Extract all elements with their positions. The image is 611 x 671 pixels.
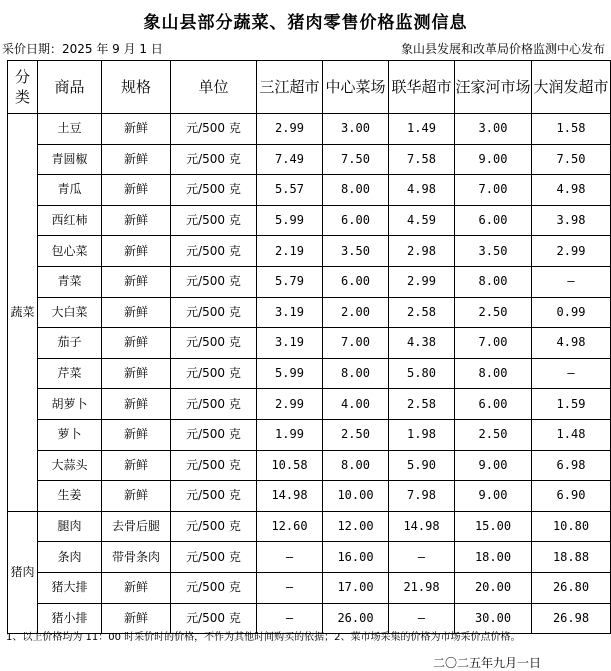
price-cell: 9.00 [455, 144, 532, 175]
price-cell: 5.79 [257, 266, 323, 297]
category-cell: 蔬菜 [8, 114, 38, 512]
table-row [8, 205, 611, 236]
unit-cell: 元/500 克 [171, 236, 257, 267]
price-cell: 6.00 [455, 389, 532, 420]
table-row [8, 236, 611, 267]
footnote: 1、以上价格均为 11：00 时采价时的价格，不作为其他时间购买的依据；2、菜市场采集的价格为市场采价点价格。 [6, 632, 521, 643]
price-cell: 5.90 [389, 450, 455, 481]
price-cell: 26.80 [532, 572, 611, 603]
price-cell: — [389, 542, 455, 573]
table-row [8, 358, 611, 389]
price-cell: 1.49 [389, 114, 455, 145]
sign-date: 二〇二五年九月一日 [432, 656, 541, 670]
spec-cell: 新鲜 [102, 481, 171, 512]
header-market: 中心菜场 [323, 61, 389, 114]
price-cell: 15.00 [455, 511, 532, 542]
publisher: 象山县发展和改革局价格监测中心发布 [400, 42, 605, 56]
product-cell: 包心菜 [38, 236, 102, 267]
table-row [8, 542, 611, 573]
spec-cell: 新鲜 [102, 603, 171, 634]
spec-cell: 新鲜 [102, 389, 171, 420]
product-cell: 萝卜 [38, 419, 102, 450]
product-cell: 茄子 [38, 328, 102, 359]
price-cell: 2.00 [323, 297, 389, 328]
price-cell: 2.58 [389, 297, 455, 328]
product-cell: 生姜 [38, 481, 102, 512]
spec-cell: 新鲜 [102, 205, 171, 236]
price-cell: 7.00 [455, 175, 532, 206]
price-cell: 16.00 [323, 542, 389, 573]
price-cell: 2.99 [389, 266, 455, 297]
price-cell: 6.98 [532, 450, 611, 481]
price-cell: 10.80 [532, 511, 611, 542]
product-cell: 土豆 [38, 114, 102, 145]
price-cell: 7.00 [323, 328, 389, 359]
price-cell: 1.58 [532, 114, 611, 145]
price-cell: 12.60 [257, 511, 323, 542]
table-row [8, 175, 611, 206]
unit-cell: 元/500 克 [171, 266, 257, 297]
unit-cell: 元/500 克 [171, 297, 257, 328]
unit-cell: 元/500 克 [171, 114, 257, 145]
product-cell: 青菜 [38, 266, 102, 297]
price-cell: 9.00 [455, 450, 532, 481]
price-cell: 14.98 [257, 481, 323, 512]
unit-cell: 元/500 克 [171, 205, 257, 236]
product-cell: 青瓜 [38, 175, 102, 206]
unit-cell: 元/500 克 [171, 175, 257, 206]
price-cell: 17.00 [323, 572, 389, 603]
price-cell: 3.00 [455, 114, 532, 145]
price-cell: 5.99 [257, 358, 323, 389]
spec-cell: 新鲜 [102, 358, 171, 389]
price-cell: 21.98 [389, 572, 455, 603]
product-cell: 腿肉 [38, 511, 102, 542]
table-row [8, 297, 611, 328]
price-cell: 5.57 [257, 175, 323, 206]
spec-cell: 新鲜 [102, 297, 171, 328]
price-cell: 6.00 [323, 266, 389, 297]
price-cell: 3.98 [532, 205, 611, 236]
unit-cell: 元/500 克 [171, 572, 257, 603]
spec-cell: 新鲜 [102, 572, 171, 603]
spec-cell: 去骨后腿 [102, 511, 171, 542]
price-cell: 26.00 [323, 603, 389, 634]
spec-cell: 新鲜 [102, 328, 171, 359]
price-cell: 2.99 [257, 114, 323, 145]
price-cell: 2.98 [389, 236, 455, 267]
table-row [8, 572, 611, 603]
header-category: 分类 [8, 61, 38, 114]
spec-cell: 新鲜 [102, 236, 171, 267]
price-cell: 7.00 [455, 328, 532, 359]
price-cell: 1.98 [389, 419, 455, 450]
product-cell: 条肉 [38, 542, 102, 573]
unit-cell: 元/500 克 [171, 450, 257, 481]
price-cell: 3.19 [257, 297, 323, 328]
unit-cell: 元/500 克 [171, 481, 257, 512]
price-cell: 7.50 [323, 144, 389, 175]
price-cell: 4.98 [532, 175, 611, 206]
price-cell: 6.00 [323, 205, 389, 236]
header-spec: 规格 [102, 61, 171, 114]
table-row [8, 328, 611, 359]
price-cell: 2.50 [455, 419, 532, 450]
price-cell: — [532, 358, 611, 389]
spec-cell: 新鲜 [102, 114, 171, 145]
price-cell: 2.58 [389, 389, 455, 420]
price-cell: 4.98 [532, 328, 611, 359]
product-cell: 猪小排 [38, 603, 102, 634]
price-cell: 7.50 [532, 144, 611, 175]
product-cell: 芹菜 [38, 358, 102, 389]
unit-cell: 元/500 克 [171, 144, 257, 175]
table-row [8, 481, 611, 512]
price-cell: — [257, 542, 323, 573]
price-cell: 0.99 [532, 297, 611, 328]
unit-cell: 元/500 克 [171, 328, 257, 359]
price-cell: 4.00 [323, 389, 389, 420]
product-cell: 西红柿 [38, 205, 102, 236]
header-market: 汪家河市场 [455, 61, 532, 114]
price-cell: 4.98 [389, 175, 455, 206]
header-market: 大润发超市 [532, 61, 611, 114]
spec-cell: 带骨条肉 [102, 542, 171, 573]
price-cell: 8.00 [455, 266, 532, 297]
price-cell: 9.00 [455, 481, 532, 512]
price-cell: 4.38 [389, 328, 455, 359]
price-cell: 18.88 [532, 542, 611, 573]
price-cell: 5.99 [257, 205, 323, 236]
price-cell: 5.80 [389, 358, 455, 389]
price-cell: 3.50 [323, 236, 389, 267]
price-cell: 6.00 [455, 205, 532, 236]
price-cell: 8.00 [323, 358, 389, 389]
price-cell: 7.58 [389, 144, 455, 175]
price-cell: 14.98 [389, 511, 455, 542]
price-cell: — [389, 603, 455, 634]
header-market: 三江超市 [257, 61, 323, 114]
price-cell: 7.98 [389, 481, 455, 512]
price-cell: 3.50 [455, 236, 532, 267]
price-cell: 20.00 [455, 572, 532, 603]
unit-cell: 元/500 克 [171, 389, 257, 420]
page-title: 象山县部分蔬菜、猪肉零售价格监测信息 [143, 13, 468, 33]
header-unit: 单位 [171, 61, 257, 114]
price-cell: 30.00 [455, 603, 532, 634]
price-cell: — [257, 603, 323, 634]
price-cell: 8.00 [323, 450, 389, 481]
table-row [8, 114, 611, 145]
price-cell: 8.00 [455, 358, 532, 389]
price-cell: 8.00 [323, 175, 389, 206]
price-cell: 2.99 [257, 389, 323, 420]
price-cell: 4.59 [389, 205, 455, 236]
product-cell: 青圆椒 [38, 144, 102, 175]
spec-cell: 新鲜 [102, 144, 171, 175]
product-cell: 猪大排 [38, 572, 102, 603]
price-cell: 12.00 [323, 511, 389, 542]
header-product: 商品 [38, 61, 102, 114]
price-date: 采价日期：2025 年 9 月 1 日 [2, 42, 163, 56]
unit-cell: 元/500 克 [171, 419, 257, 450]
price-cell: 2.50 [323, 419, 389, 450]
price-cell: 1.48 [532, 419, 611, 450]
price-cell: 2.50 [455, 297, 532, 328]
spec-cell: 新鲜 [102, 175, 171, 206]
product-cell: 胡萝卜 [38, 389, 102, 420]
price-cell: 10.58 [257, 450, 323, 481]
table-row [8, 144, 611, 175]
unit-cell: 元/500 克 [171, 511, 257, 542]
unit-cell: 元/500 克 [171, 603, 257, 634]
category-cell: 猪肉 [8, 511, 38, 633]
price-cell: 1.59 [532, 389, 611, 420]
spec-cell: 新鲜 [102, 450, 171, 481]
price-cell: 6.90 [532, 481, 611, 512]
price-cell: 1.99 [257, 419, 323, 450]
price-cell: 2.19 [257, 236, 323, 267]
spec-cell: 新鲜 [102, 419, 171, 450]
spec-cell: 新鲜 [102, 266, 171, 297]
price-cell: 7.49 [257, 144, 323, 175]
table-row [8, 450, 611, 481]
price-cell: — [532, 266, 611, 297]
table-row [8, 511, 611, 542]
price-cell: — [257, 572, 323, 603]
table-row [8, 419, 611, 450]
price-cell: 2.99 [532, 236, 611, 267]
table-row [8, 266, 611, 297]
price-table [7, 60, 611, 634]
price-cell: 18.00 [455, 542, 532, 573]
unit-cell: 元/500 克 [171, 542, 257, 573]
unit-cell: 元/500 克 [171, 358, 257, 389]
price-cell: 26.98 [532, 603, 611, 634]
price-cell: 3.19 [257, 328, 323, 359]
table-row [8, 389, 611, 420]
product-cell: 大蒜头 [38, 450, 102, 481]
header-market: 联华超市 [389, 61, 455, 114]
price-cell: 10.00 [323, 481, 389, 512]
product-cell: 大白菜 [38, 297, 102, 328]
header-row [8, 61, 611, 114]
price-cell: 3.00 [323, 114, 389, 145]
